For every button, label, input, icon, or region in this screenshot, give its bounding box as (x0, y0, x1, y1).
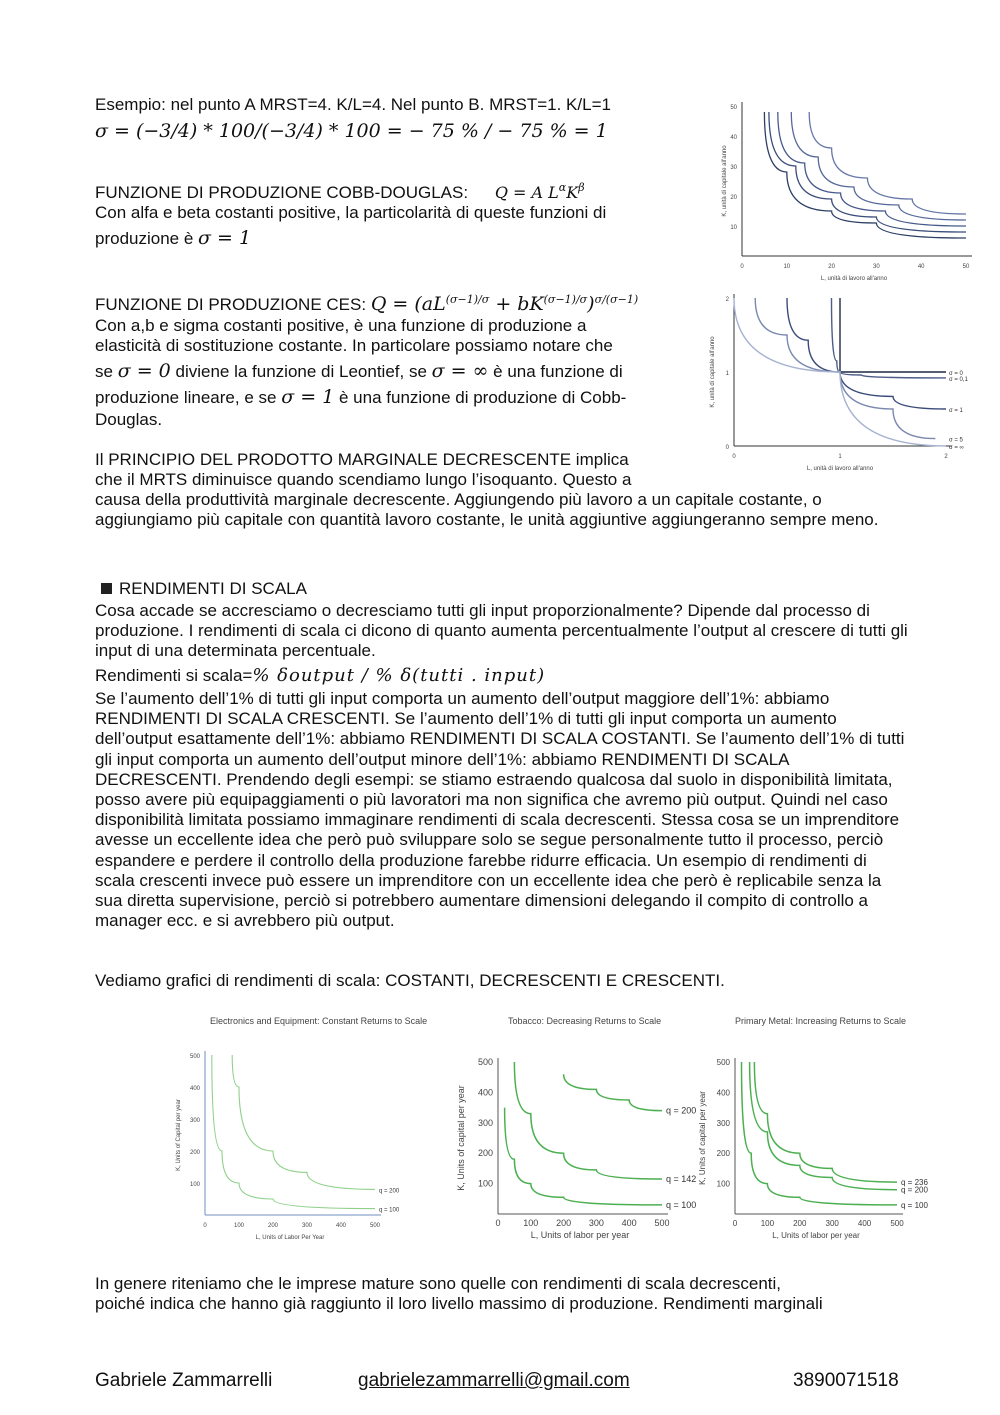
x-tick-label: 500 (890, 1219, 904, 1228)
x-tick-label: 30 (873, 264, 880, 270)
y-tick-label: 500 (716, 1058, 730, 1067)
series-label: σ = ∞ (949, 445, 964, 451)
ces-line5: Douglas. (95, 410, 163, 429)
increasing-returns-chart (695, 1010, 935, 1250)
x-tick-label: 0 (203, 1223, 207, 1229)
cobb-douglas-isoquant-chart (712, 98, 982, 282)
y-tick-label: 300 (189, 1118, 200, 1124)
series-line (778, 112, 966, 226)
footer-name: Gabriele Zammarrelli (95, 1370, 273, 1391)
y-tick-label: 100 (189, 1182, 200, 1188)
x-tick-label: 500 (654, 1218, 670, 1228)
series-line (769, 112, 966, 232)
series-label: q = 100 (379, 1207, 400, 1214)
y-tick-label: 300 (477, 1117, 493, 1128)
decreasing-returns-chart (450, 1010, 695, 1250)
x-tick-label: 10 (783, 264, 791, 270)
series-label: q = 142 (666, 1174, 697, 1185)
series-line (809, 112, 966, 214)
y-tick-label: 300 (716, 1118, 730, 1128)
x-tick-label: 200 (556, 1218, 572, 1228)
series-line (514, 1062, 662, 1179)
principle-line2: che il MRTS diminuisce quando scendiamo lungo l’isoquanto. Questo a (95, 470, 632, 489)
constant-returns-chart (170, 1010, 428, 1250)
series-line (787, 298, 946, 409)
y-tick-label: 500 (189, 1054, 200, 1060)
ces-isoquant-chart (702, 288, 992, 472)
chart-title: Tobacco: Decreasing Returns to Scale (508, 1016, 662, 1026)
series-label: q = 100 (666, 1199, 697, 1210)
x-tick-label: 20 (828, 264, 835, 270)
x-tick-label: 100 (760, 1219, 775, 1228)
x-axis-label: L, unità di lavoro all'anno (820, 276, 888, 282)
returns-para2: Se l’aumento dell’1% di tutti gli input comporta un aumento dell’output maggiore dell’1%: abbiamo RENDIMENTI DI SCALA CRESCENTI. Se l’aumento dell’1% di tutti gli input comporta un aumento dell’output esattamente dell’1%: abbiamo RENDIMENTI DI SCALA COSTANTI. Se l’aumento dell’1% di tutti gli input comporta un aumento dell’output minore dell’1%: abbiamo RENDIMENTI DI SCALA DECRESCENTI. Prendendo degli esempi: se stiamo estraendo qualcosa dal suolo in disponibilità limitata, posso avere più equipaggiamenti o più lavoratori ma non significa che avremo più output. Quindi nel caso disponibilità limitata possiamo immaginare rendimenti di scala decrescenti. Stessa cosa se un imprenditore avesse un eccellente idea che però può sviluppare solo se segue personalmente tutto il processo, perciò espandere e perdere il controllo della produzione farebbe ridurre efficacia. Un esempio di rendimenti di scala crescenti invece può essere un imprenditore con un eccellente idea che però è replicabile senza la sua diretta supervisione, perciò si potrebbero aumentare dimensioni delegando il compito di controllo a manager ecc. e si avrebbero più output. (95, 689, 905, 931)
y-tick-label: 200 (716, 1149, 730, 1159)
cobb-douglas-heading: FUNZIONE DI PRODUZIONE COBB-DOUGLAS: (95, 183, 469, 202)
x-tick-label: 100 (523, 1218, 539, 1228)
series-label: σ = 0,1 (949, 376, 968, 383)
x-tick-label: 300 (301, 1223, 313, 1229)
y-axis-label: K, Units of capital per year (698, 1091, 707, 1185)
y-tick-label: 30 (730, 165, 737, 171)
y-tick-label: 400 (477, 1087, 493, 1098)
x-tick-label: 200 (793, 1219, 807, 1228)
series-line (505, 1108, 662, 1205)
series-line (564, 1074, 662, 1110)
x-tick-label: 400 (857, 1219, 872, 1228)
chart-title: Primary Metal: Increasing Returns to Scale (735, 1016, 907, 1026)
y-axis-label: K, Units of Capital per year (176, 1099, 182, 1171)
x-tick-label: 50 (962, 264, 970, 270)
x-axis-label: L, Units of Labor Per Year (255, 1235, 325, 1241)
returns-heading-line (101, 579, 307, 599)
sigma-formula: σ = (−3/4) * 100/(−3/4) * 100 = − 75 % / − 75 % = 1 (95, 120, 608, 142)
ces-line1: Con a,b e sigma costanti positive, è una funzione di produzione a (95, 316, 587, 335)
series-label: σ = 0 (949, 371, 963, 377)
series-line (832, 298, 947, 378)
principle-line1: Il PRINCIPIO DEL PRODOTTO MARGINALE DECRESCENTE implica (95, 450, 629, 469)
y-tick-label: 200 (477, 1148, 493, 1159)
y-tick-label: 1 (725, 371, 729, 377)
y-tick-label: 50 (730, 105, 737, 111)
series-line (750, 1062, 897, 1190)
y-tick-label: 100 (477, 1178, 493, 1189)
x-axis-label: L, Units of labor per year (530, 1230, 630, 1240)
series-line (212, 1055, 375, 1209)
x-axis-label: L, Units of labor per year (772, 1231, 860, 1240)
y-tick-label: 400 (189, 1086, 200, 1092)
series-label: q = 100 (901, 1200, 928, 1210)
x-tick-label: 400 (621, 1218, 637, 1228)
x-tick-label: 100 (233, 1223, 245, 1229)
x-tick-label: 0 (732, 454, 736, 460)
y-tick-label: 2 (725, 297, 729, 303)
ces-heading-line (95, 294, 638, 315)
x-tick-label: 300 (588, 1218, 604, 1228)
y-tick-label: 20 (730, 195, 737, 201)
ces-line4: produzione lineare, e se σ = 1 è una funzione di produzione di Cobb- (95, 386, 627, 408)
y-axis-label: K, Units of capital per year (456, 1085, 466, 1191)
returns-para3: Vediamo grafici di rendimenti di scala: COSTANTI, DECRESCENTI E CRESCENTI. (95, 971, 725, 990)
y-tick-label: 100 (716, 1179, 730, 1189)
x-tick-label: 500 (369, 1223, 381, 1229)
x-axis-label: L, unità di lavoro all'anno (806, 466, 874, 472)
x-tick-label: 0 (732, 1219, 738, 1228)
series-label: σ = 1 (949, 408, 963, 414)
series-line (742, 1062, 898, 1205)
square-bullet-icon (101, 583, 112, 594)
cobb-douglas-heading-line (95, 183, 585, 203)
series-label: σ = 5 (949, 437, 963, 444)
series-line (754, 1062, 897, 1182)
series-label: q = 236 (901, 1178, 928, 1188)
x-tick-label: 0 (740, 264, 744, 270)
x-tick-label: 200 (267, 1223, 279, 1229)
y-tick-label: 200 (189, 1150, 200, 1156)
series-line (791, 112, 966, 220)
y-axis-label: K, unità di capitale all'anno (722, 145, 728, 217)
y-tick-label: 40 (730, 135, 737, 141)
series-line (232, 1055, 375, 1189)
footer-phone: 3890071518 (793, 1370, 899, 1391)
series-label: q = 200 (901, 1185, 928, 1195)
returns-formula-line: Rendimenti si scala=% δoutput / % δ(tutti . input) (95, 665, 546, 686)
y-tick-label: 10 (730, 225, 737, 231)
cobb-douglas-line2: produzione è σ = 1 (95, 227, 252, 249)
ces-line3: se σ = 0 diviene la funzione di Leontief, se σ = ∞ è una funzione di (95, 360, 623, 382)
chart-title: Electronics and Equipment: Constant Returns to Scale (210, 1016, 428, 1026)
x-tick-label: 1 (838, 454, 842, 460)
series-label: q = 200 (666, 1105, 697, 1116)
footer-email-link[interactable]: gabrielezammarrelli@gmail.com (358, 1370, 630, 1391)
x-tick-label: 40 (917, 264, 925, 270)
y-tick-label: 400 (716, 1088, 730, 1098)
y-axis-label: K, unità di capitale all'anno (710, 336, 716, 408)
x-tick-label: 400 (335, 1223, 347, 1229)
example-line: Esempio: nel punto A MRST=4. K/L=4. Nel punto B. MRST=1. K/L=1 (95, 95, 611, 114)
closing-line1: In genere riteniamo che le imprese mature sono quelle con rendimenti di scala decrescenti, (95, 1274, 782, 1293)
y-tick-label: 500 (477, 1057, 493, 1067)
returns-para1: Cosa accade se accresciamo o decresciamo tutti gli input proporzionalmente? Dipende dal processo di produzione. I rendimenti di scala ci dicono di quanto aumenta percentualmente l’output al crescere di tutti gli input di una determinata percentuale. (95, 601, 908, 661)
ces-heading: FUNZIONE DI PRODUZIONE CES: (95, 295, 367, 314)
x-tick-label: 300 (825, 1219, 839, 1228)
series-label: q = 200 (379, 1188, 400, 1195)
cobb-douglas-line1: Con alfa e beta costanti positive, la particolarità di queste funzioni di (95, 203, 607, 222)
returns-heading: RENDIMENTI DI SCALA (119, 579, 307, 598)
ces-formula: $Q = (aL^{(\sigma-1)/\sigma} + bK^{(\sigma-1)/\sigma})^{\sigma/(\sigma-1)}$ (370, 293, 639, 315)
principle-rest: causa della produttività marginale decrescente. Aggiungendo più lavoro a un capitale costante, o aggiungiamo più capitale con quantità lavoro costante, le unità aggiuntive aggiungeranno sempre meno. (95, 490, 879, 530)
x-tick-label: 0 (495, 1218, 501, 1228)
y-tick-label: 0 (725, 445, 729, 451)
closing-line2: poiché indica che hanno già raggiunto il loro livello massimo di produzione. Rendimenti marginali (95, 1294, 823, 1313)
series-line (840, 298, 946, 372)
x-tick-label: 2 (944, 454, 948, 460)
ces-line2: elasticità di sostituzione costante. In particolare possiamo notare che (95, 336, 613, 355)
series-line (755, 298, 935, 439)
cobb-douglas-formula: Q = A $L^\alpha K^\beta$ (494, 181, 585, 202)
